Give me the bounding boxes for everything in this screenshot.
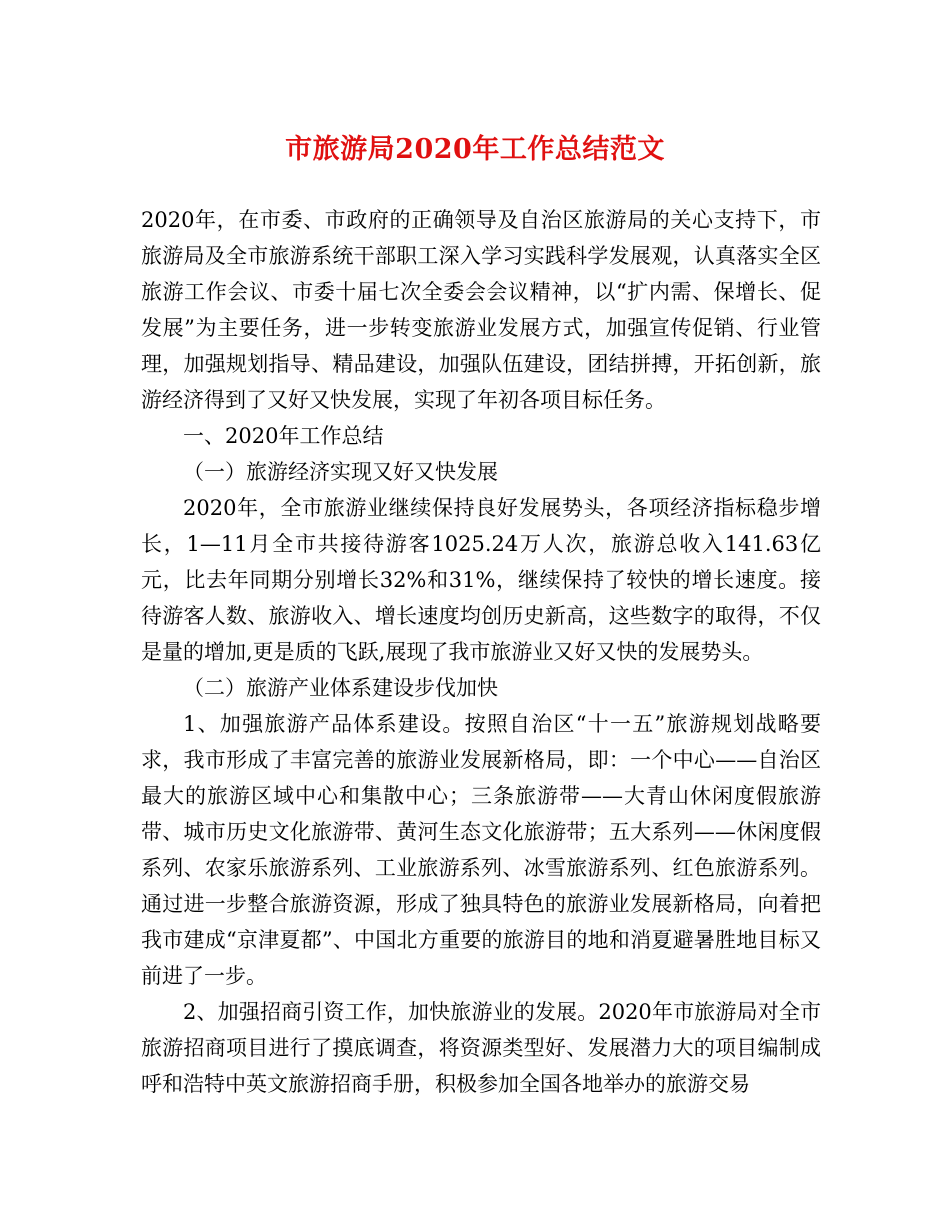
document-title: 市旅游局2020年工作总结范文 <box>285 134 665 165</box>
paragraph-investment: 2、加强招商引资工作，加快旅游业的发展。2020年市旅游局对全市旅游招商项目进行了摸底调查，将资源类型好、发展潜力大的项目编制成呼和浩特中英文旅游招商手册，积极参加全国各地举办的旅游交易 <box>141 1000 821 1096</box>
paragraph-tourism-economy: 2020年，全市旅游业继续保持良好发展势头，各项经济指标稳步增长，1—11月全市共接待游客1025.24万人次，旅游总收入141.63亿元，比去年同期分别增长32%和31%，继续保持了较快的增长速度。接待游客人数、旅游收入、增长速度均创历史新高，这些数字的取得，不仅是量的增加,更是质的飞跃,展现了我市旅游业又好又快的发展势头。 <box>141 496 821 664</box>
intro-paragraph: 2020年，在市委、市政府的正确领导及自治区旅游局的关心支持下，市旅游局及全市旅游系统干部职工深入学习实践科学发展观，认真落实全区旅游工作会议、市委十届七次全委会会议精神，以“扩内需、保增长、促发展”为主要任务，进一步转变旅游业发展方式，加强宣传促销、行业管理，加强规划指导、精品建设，加强队伍建设，团结拼搏，开拓创新，旅游经济得到了又好又快发展，实现了年初各项目标任务。 <box>141 208 821 412</box>
section-heading-1: 一、2020年工作总结 <box>183 424 384 448</box>
paragraph-product-system: 1、加强旅游产品体系建设。按照自治区“十一五”旅游规划战略要求，我市形成了丰富完善的旅游业发展新格局，即：一个中心——自治区最大的旅游区域中心和集散中心；三条旅游带——大青山休闲度假旅游带、城市历史文化旅游带、黄河生态文化旅游带；五大系列——休闲度假系列、农家乐旅游系列、工业旅游系列、冰雪旅游系列、红色旅游系列。通过进一步整合旅游资源，形成了独具特色的旅游业发展新格局，向着把我市建成“京津夏都”、中国北方重要的旅游目的地和消夏避暑胜地目标又前进了一步。 <box>141 712 821 988</box>
subsection-heading-2: （二）旅游产业体系建设步伐加快 <box>183 676 498 700</box>
subsection-heading-1: （一）旅游经济实现又好又快发展 <box>183 460 498 484</box>
document-body <box>141 202 821 1102</box>
